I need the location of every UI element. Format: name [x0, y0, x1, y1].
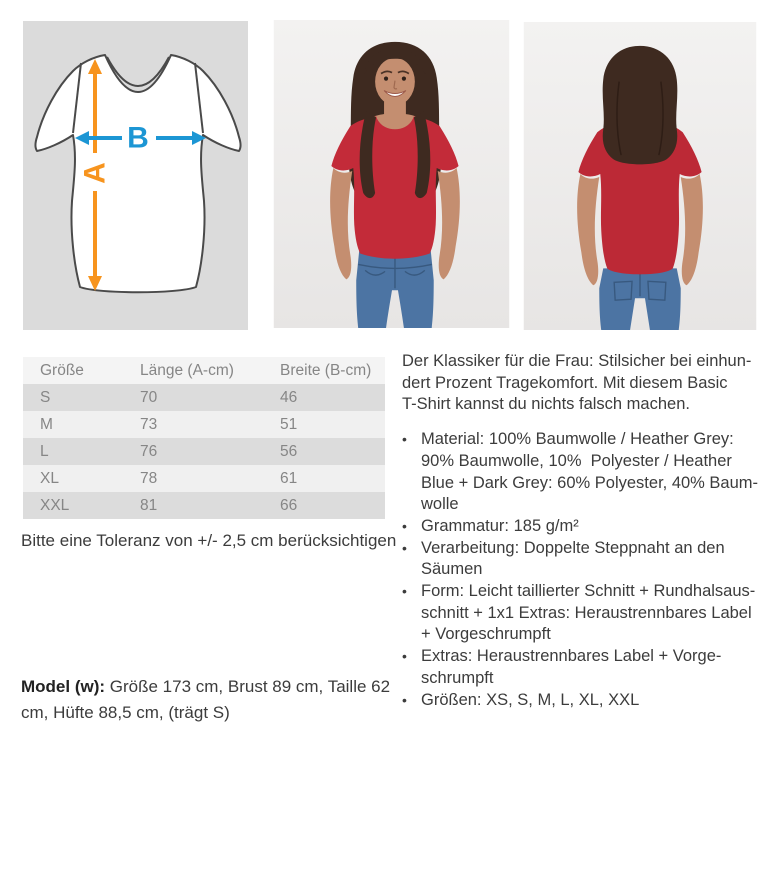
model-info-label: Model (w):: [21, 677, 106, 696]
detail-item: • Form: Leicht taillierter Schnitt + Rundhalsaus- schnitt + 1x1 Extras: Heraustrennbares Label + Vorgeschrumpft: [402, 581, 774, 646]
table-row: L 76 56: [23, 438, 385, 465]
table-row: XL 78 61: [23, 465, 385, 492]
detail-item: • Material: 100% Baumwolle / Heather Grey: 90% Baumwolle, 10% Polyester / Heather Blue + Dark Grey: 60% Polyester, 40% Baum- wolle: [402, 429, 774, 516]
column-header-breite: Breite (B-cm): [280, 361, 372, 379]
description-line: Der Klassiker für die Frau: Stilsicher bei einhun-: [402, 352, 752, 370]
product-description: [402, 351, 774, 416]
model-front-illustration: [273, 20, 510, 328]
bullet-icon: •: [402, 691, 407, 708]
model-back-photo: [523, 22, 757, 330]
description-line: dert Prozent Tragekomfort. Mit diesem Basic: [402, 373, 728, 392]
model-info: [21, 674, 403, 726]
column-header-groesse: Größe: [40, 361, 84, 379]
bullet-icon: •: [402, 517, 407, 534]
column-header-laenge: Länge (A-cm): [140, 361, 234, 379]
table-row: S 70 46: [23, 384, 385, 411]
bullet-icon: •: [402, 583, 407, 600]
model-info-text: Größe 173 cm, Brust 89 cm, Taille 62 cm, Hüfte 88,5 cm, (trägt S): [21, 677, 391, 722]
description-line: T-Shirt kannst du nichts falsch machen.: [402, 395, 690, 414]
detail-item: • Extras: Heraustrennbares Label + Vorge- schrumpft: [402, 646, 774, 689]
hair-back-shape: [603, 46, 678, 164]
label-b: B: [127, 121, 149, 155]
tolerance-note: Bitte eine Toleranz von +/- 2,5 cm berücksichtigen: [21, 531, 397, 550]
bullet-icon: •: [402, 431, 407, 448]
tshirt-measure-diagram-icon: [23, 21, 248, 330]
product-details-column: [402, 351, 774, 711]
detail-item: • Grammatur: 185 g/m²: [402, 516, 774, 538]
model-back-illustration: [523, 22, 757, 330]
bullet-icon: •: [402, 539, 407, 556]
table-row: M 73 51: [23, 411, 385, 438]
bullet-icon: •: [402, 648, 407, 665]
size-table: [23, 357, 385, 519]
table-row: XXL 81 66: [23, 492, 385, 519]
detail-item: • Größen: XS, S, M, L, XL, XXL: [402, 690, 774, 712]
detail-item: • Verarbeitung: Doppelte Steppnaht an den Säumen: [402, 538, 774, 581]
model-front-photo: [273, 20, 510, 328]
size-diagram-image: [23, 21, 248, 330]
product-details-list: [402, 429, 774, 711]
label-a: A: [78, 162, 112, 184]
table-header-row: [23, 357, 385, 384]
